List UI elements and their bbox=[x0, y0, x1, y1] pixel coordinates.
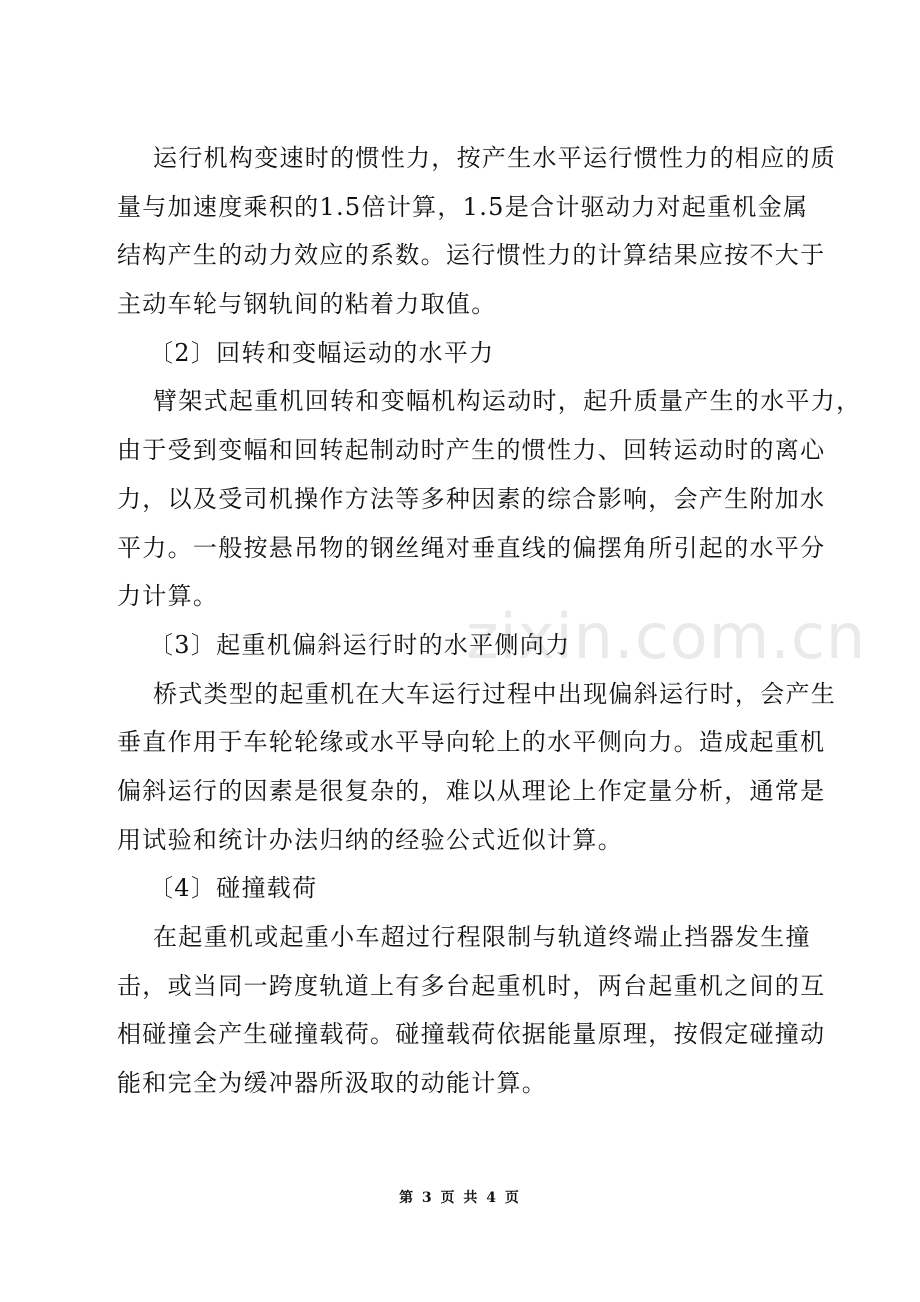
paragraph-line: 力计算。 bbox=[117, 582, 219, 611]
paragraph-line: 能和完全为缓冲器所汲取的动能计算。 bbox=[117, 1069, 548, 1098]
paragraph-line: 运行机构变速时的惯性力，按产生水平运行惯性力的相应的质 bbox=[153, 144, 837, 172]
watermark: zixin.com.cn bbox=[466, 600, 867, 673]
page-footer: 第 3 页 共 4 页 bbox=[399, 1190, 521, 1206]
paragraph-line: 由于受到变幅和回转起制动时产生的惯性力、回转运动时的离心 bbox=[117, 436, 826, 465]
paragraph-line: 主动车轮与钢轨间的粘着力取值。 bbox=[117, 290, 497, 319]
section-heading: 〔2〕回转和变幅运动的水平力 bbox=[149, 338, 495, 367]
paragraph-line: 在起重机或起重小车超过行程限制与轨道终端止挡器发生撞 bbox=[153, 923, 811, 951]
paragraph-line: 用试验和统计办法归纳的经验公式近似计算。 bbox=[117, 825, 623, 854]
paragraph-line: 平力。一般按悬吊物的钢丝绳对垂直线的偏摆角所引起的水平分 bbox=[117, 533, 826, 562]
paragraph-line: 击，或当同一跨度轨道上有多台起重机时，两台起重机之间的互 bbox=[117, 971, 826, 1000]
paragraph-line: 结构产生的动力效应的系数。运行惯性力的计算结果应按不大于 bbox=[117, 241, 826, 270]
paragraph-line: 量与加速度乘积的1.5倍计算，1.5是合计驱动力对起重机金属 bbox=[117, 192, 809, 221]
page-content bbox=[117, 134, 862, 1108]
paragraph-line: 力，以及受司机操作方法等多种因素的综合影响，会产生附加水 bbox=[117, 484, 826, 513]
paragraph-line: 桥式类型的起重机在大车运行过程中出现偏斜运行时，会产生 bbox=[153, 679, 837, 708]
paragraph-line: 垂直作用于车轮轮缘或水平导向轮上的水平侧向力。造成起重机 bbox=[117, 728, 826, 757]
paragraph-line: 偏斜运行的因素是很复杂的，难以从理论上作定量分析，通常是 bbox=[117, 776, 826, 805]
section-heading: 〔3〕起重机偏斜运行时的水平侧向力 bbox=[149, 630, 571, 659]
paragraph-line: 相碰撞会产生碰撞载荷。碰撞载荷依据能量原理，按假定碰撞动 bbox=[117, 1020, 826, 1049]
section-heading: 〔4〕碰撞载荷 bbox=[149, 874, 318, 903]
paragraph-line: 臂架式起重机回转和变幅机构运动时，起升质量产生的水平力， bbox=[153, 387, 862, 416]
